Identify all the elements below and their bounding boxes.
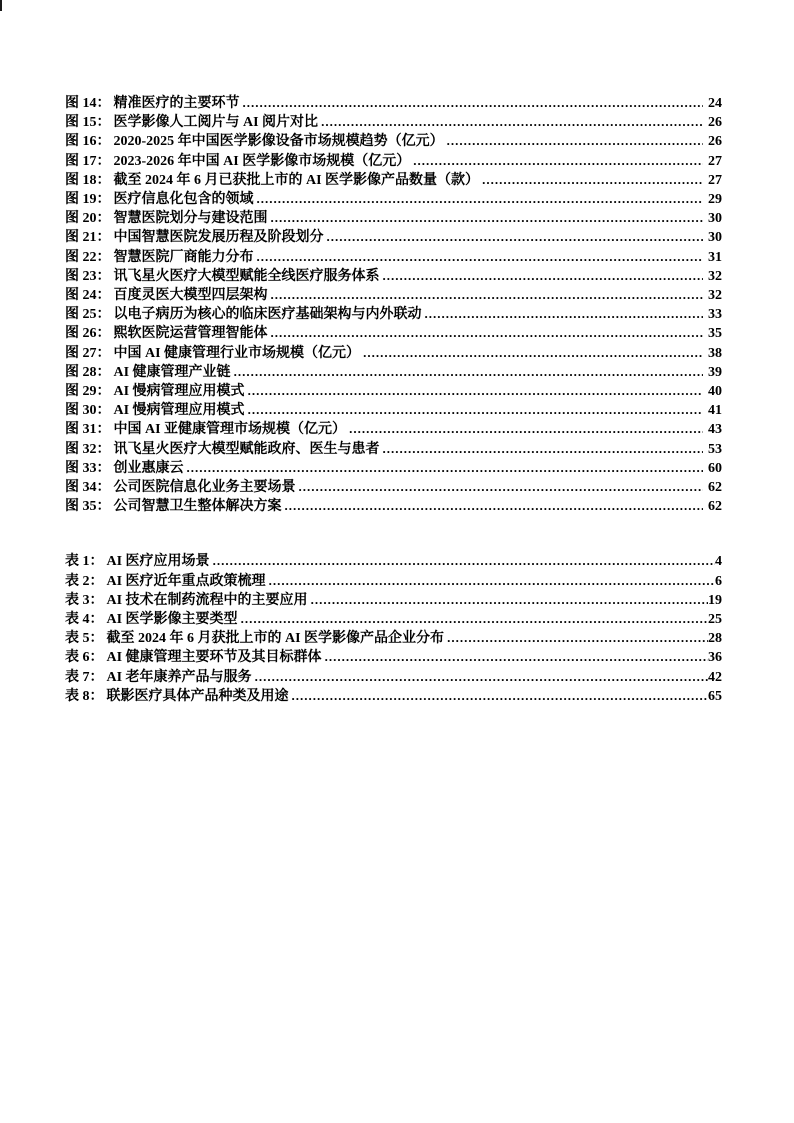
figure-entry-page-number: 32 bbox=[708, 288, 722, 304]
figure-toc-entry[interactable] bbox=[65, 248, 722, 267]
table-toc-entry[interactable] bbox=[65, 552, 722, 571]
dot-leader bbox=[234, 363, 703, 382]
dot-leader bbox=[271, 286, 704, 305]
figure-entry-label: 图 14： bbox=[65, 96, 111, 111]
figures-toc-list bbox=[65, 94, 722, 516]
table-entry-label: 表 1： bbox=[65, 554, 104, 570]
dot-leader bbox=[383, 440, 704, 459]
figure-entry-page-number: 31 bbox=[708, 249, 722, 265]
figure-entry-label: 图 19： bbox=[65, 192, 111, 208]
figure-toc-entry[interactable] bbox=[65, 420, 722, 439]
figure-entry-page-number: 33 bbox=[708, 307, 722, 323]
table-toc-entry[interactable] bbox=[65, 629, 722, 648]
dot-leader bbox=[325, 648, 708, 667]
figure-entry-label: 图 25： bbox=[65, 307, 111, 323]
figure-entry-title: 中国 AI 亚健康管理市场规模（亿元） bbox=[113, 422, 347, 438]
figure-toc-entry[interactable] bbox=[65, 344, 722, 363]
dot-leader bbox=[292, 687, 709, 706]
figure-entry-title: 百度灵医大模型四层架构 bbox=[113, 288, 268, 304]
figure-entry-label: 图 32： bbox=[65, 441, 111, 457]
figure-entry-label: 图 29： bbox=[65, 384, 111, 400]
dot-leader bbox=[447, 132, 703, 151]
table-toc-entry[interactable] bbox=[65, 687, 722, 706]
table-entry-page-number: 6 bbox=[715, 573, 722, 589]
figure-toc-entry[interactable] bbox=[65, 171, 722, 190]
figure-entry-label: 图 18： bbox=[65, 172, 111, 188]
figure-entry-label: 图 20： bbox=[65, 211, 111, 227]
figure-toc-entry[interactable] bbox=[65, 363, 722, 382]
figure-toc-entry[interactable] bbox=[65, 228, 722, 247]
dot-leader bbox=[187, 459, 704, 478]
figure-toc-entry[interactable] bbox=[65, 152, 722, 171]
dot-leader bbox=[248, 382, 703, 401]
table-entry-title: 截至 2024 年 6 月获批上市的 AI 医学影像产品企业分布 bbox=[106, 631, 445, 647]
figure-entry-page-number: 62 bbox=[708, 480, 722, 496]
figure-entry-page-number: 26 bbox=[708, 134, 722, 150]
figure-entry-title: 2023-2026 年中国 AI 医学影像市场规模（亿元） bbox=[113, 153, 411, 169]
figure-toc-entry[interactable] bbox=[65, 113, 722, 132]
figure-entry-title: 医疗信息化包含的领域 bbox=[113, 192, 254, 208]
figure-entry-title: 讯飞星火医疗大模型赋能全线医疗服务体系 bbox=[113, 268, 380, 284]
figure-entry-title: AI 慢病管理应用模式 bbox=[113, 384, 245, 400]
figure-entry-title: 公司医院信息化业务主要场景 bbox=[113, 480, 296, 496]
figure-toc-entry[interactable] bbox=[65, 286, 722, 305]
dot-leader bbox=[271, 324, 704, 343]
figure-entry-page-number: 29 bbox=[708, 192, 722, 208]
figure-entry-page-number: 27 bbox=[708, 153, 722, 169]
figure-entry-title: 智慧医院划分与建设范围 bbox=[113, 211, 268, 227]
figure-entry-title: AI 健康管理产业链 bbox=[113, 364, 231, 380]
figure-entry-title: 中国 AI 健康管理行业市场规模（亿元） bbox=[113, 345, 361, 361]
figure-entry-title: 精准医疗的主要环节 bbox=[113, 96, 240, 111]
figure-entry-title: 2020-2025 年中国医学影像设备市场规模趋势（亿元） bbox=[113, 134, 444, 150]
figure-entry-label: 图 30： bbox=[65, 403, 111, 419]
figure-toc-entry[interactable] bbox=[65, 478, 722, 497]
figure-entry-label: 图 21： bbox=[65, 230, 111, 246]
figure-entry-title: 医学影像人工阅片与 AI 阅片对比 bbox=[113, 115, 319, 131]
table-entry-page-number: 4 bbox=[715, 554, 722, 570]
table-entry-title: AI 医疗应用场景 bbox=[106, 554, 210, 570]
figure-entry-label: 图 27： bbox=[65, 345, 111, 361]
table-toc-entry[interactable] bbox=[65, 610, 722, 629]
figure-entry-page-number: 60 bbox=[708, 460, 722, 476]
figure-entry-page-number: 43 bbox=[708, 422, 722, 438]
dot-leader bbox=[447, 629, 708, 648]
figure-entry-title: 智慧医院厂商能力分布 bbox=[113, 249, 254, 265]
figure-entry-label: 图 16： bbox=[65, 134, 111, 150]
table-entry-page-number: 42 bbox=[708, 669, 722, 685]
dot-leader bbox=[271, 209, 704, 228]
figure-toc-entry[interactable] bbox=[65, 267, 722, 286]
figure-entry-page-number: 24 bbox=[708, 96, 722, 111]
figure-entry-label: 图 33： bbox=[65, 460, 111, 476]
table-entry-label: 表 3： bbox=[65, 592, 104, 608]
table-entry-label: 表 8： bbox=[65, 688, 104, 704]
dot-leader bbox=[383, 267, 704, 286]
dot-leader bbox=[213, 552, 715, 571]
figure-toc-entry[interactable] bbox=[65, 440, 722, 459]
dot-leader bbox=[349, 420, 703, 439]
figure-entry-page-number: 62 bbox=[708, 499, 722, 515]
table-entry-title: 联影医疗具体产品种类及用途 bbox=[106, 688, 289, 704]
page-edge-artifact bbox=[0, 0, 2, 11]
dot-leader bbox=[311, 591, 708, 610]
figure-toc-entry[interactable] bbox=[65, 497, 722, 516]
table-entry-label: 表 2： bbox=[65, 573, 104, 589]
figure-entry-label: 图 17： bbox=[65, 153, 111, 169]
table-entry-page-number: 25 bbox=[708, 612, 722, 628]
dot-leader bbox=[257, 190, 704, 209]
dot-leader bbox=[269, 572, 715, 591]
figure-entry-page-number: 41 bbox=[708, 403, 722, 419]
dot-leader bbox=[257, 248, 704, 267]
figure-entry-label: 图 31： bbox=[65, 422, 111, 438]
table-entry-page-number: 28 bbox=[708, 631, 722, 647]
figure-toc-entry[interactable] bbox=[65, 209, 722, 228]
table-toc-entry[interactable] bbox=[65, 668, 722, 687]
table-toc-entry[interactable] bbox=[65, 591, 722, 610]
table-entry-page-number: 19 bbox=[708, 592, 722, 608]
figure-entry-page-number: 32 bbox=[708, 268, 722, 284]
figure-entry-page-number: 39 bbox=[708, 364, 722, 380]
table-entry-page-number: 36 bbox=[708, 650, 722, 666]
figure-toc-entry[interactable] bbox=[65, 324, 722, 343]
figure-entry-label: 图 22： bbox=[65, 249, 111, 265]
figure-entry-page-number: 38 bbox=[708, 345, 722, 361]
table-entry-label: 表 6： bbox=[65, 650, 104, 666]
dot-leader bbox=[285, 497, 704, 516]
figure-entry-label: 图 26： bbox=[65, 326, 111, 342]
figure-entry-title: 截至 2024 年 6 月已获批上市的 AI 医学影像产品数量（款） bbox=[113, 172, 480, 188]
figure-entry-label: 图 24： bbox=[65, 288, 111, 304]
figure-entry-page-number: 35 bbox=[708, 326, 722, 342]
figure-entry-page-number: 27 bbox=[708, 172, 722, 188]
figure-entry-page-number: 40 bbox=[708, 384, 722, 400]
dot-leader bbox=[413, 152, 703, 171]
dot-leader bbox=[482, 171, 703, 190]
figure-toc-entry[interactable] bbox=[65, 382, 722, 401]
figure-entry-label: 图 15： bbox=[65, 115, 111, 131]
figure-entry-title: 熙软医院运营管理智能体 bbox=[113, 326, 268, 342]
figure-entry-label: 图 28： bbox=[65, 364, 111, 380]
figure-entry-page-number: 53 bbox=[708, 441, 722, 457]
dot-leader bbox=[321, 113, 703, 132]
dot-leader bbox=[299, 478, 704, 497]
table-entry-title: AI 技术在制药流程中的主要应用 bbox=[106, 592, 308, 608]
dot-leader bbox=[425, 305, 704, 324]
table-toc-entry[interactable] bbox=[65, 648, 722, 667]
figure-toc-entry[interactable] bbox=[65, 459, 722, 478]
figure-entry-page-number: 30 bbox=[708, 211, 722, 227]
figure-entry-label: 图 35： bbox=[65, 499, 111, 515]
figure-toc-entry[interactable] bbox=[65, 190, 722, 209]
figure-entry-label: 图 34： bbox=[65, 480, 111, 496]
tables-toc-list bbox=[65, 552, 722, 706]
figure-entry-title: 讯飞星火医疗大模型赋能政府、医生与患者 bbox=[113, 441, 380, 457]
dot-leader bbox=[248, 401, 703, 420]
dot-leader bbox=[241, 610, 708, 629]
table-entry-label: 表 4： bbox=[65, 612, 104, 628]
toc-content bbox=[65, 94, 722, 706]
figure-entry-page-number: 30 bbox=[708, 230, 722, 246]
figure-toc-entry[interactable] bbox=[65, 132, 722, 151]
figure-entry-page-number: 26 bbox=[708, 115, 722, 131]
figure-entry-title: 以电子病历为核心的临床医疗基础架构与内外联动 bbox=[113, 307, 422, 323]
table-entry-label: 表 7： bbox=[65, 669, 104, 685]
dot-leader bbox=[327, 228, 704, 247]
table-entry-label: 表 5： bbox=[65, 631, 104, 647]
figure-toc-entry[interactable] bbox=[65, 401, 722, 420]
figure-entry-title: 中国智慧医院发展历程及阶段划分 bbox=[113, 230, 324, 246]
dot-leader bbox=[255, 668, 708, 687]
figure-toc-entry[interactable] bbox=[65, 94, 722, 113]
table-entry-title: AI 健康管理主要环节及其目标群体 bbox=[106, 650, 322, 666]
figure-entry-title: 公司智慧卫生整体解决方案 bbox=[113, 499, 282, 515]
figure-entry-title: AI 慢病管理应用模式 bbox=[113, 403, 245, 419]
figure-entry-label: 图 23： bbox=[65, 268, 111, 284]
table-entry-title: AI 医疗近年重点政策梳理 bbox=[106, 573, 266, 589]
table-entry-title: AI 医学影像主要类型 bbox=[106, 612, 238, 628]
table-toc-entry[interactable] bbox=[65, 572, 722, 591]
table-entry-page-number: 65 bbox=[708, 688, 722, 704]
dot-leader bbox=[243, 94, 704, 113]
table-entry-title: AI 老年康养产品与服务 bbox=[106, 669, 252, 685]
figure-entry-title: 创业惠康云 bbox=[113, 460, 184, 476]
figure-toc-entry[interactable] bbox=[65, 305, 722, 324]
dot-leader bbox=[363, 344, 703, 363]
